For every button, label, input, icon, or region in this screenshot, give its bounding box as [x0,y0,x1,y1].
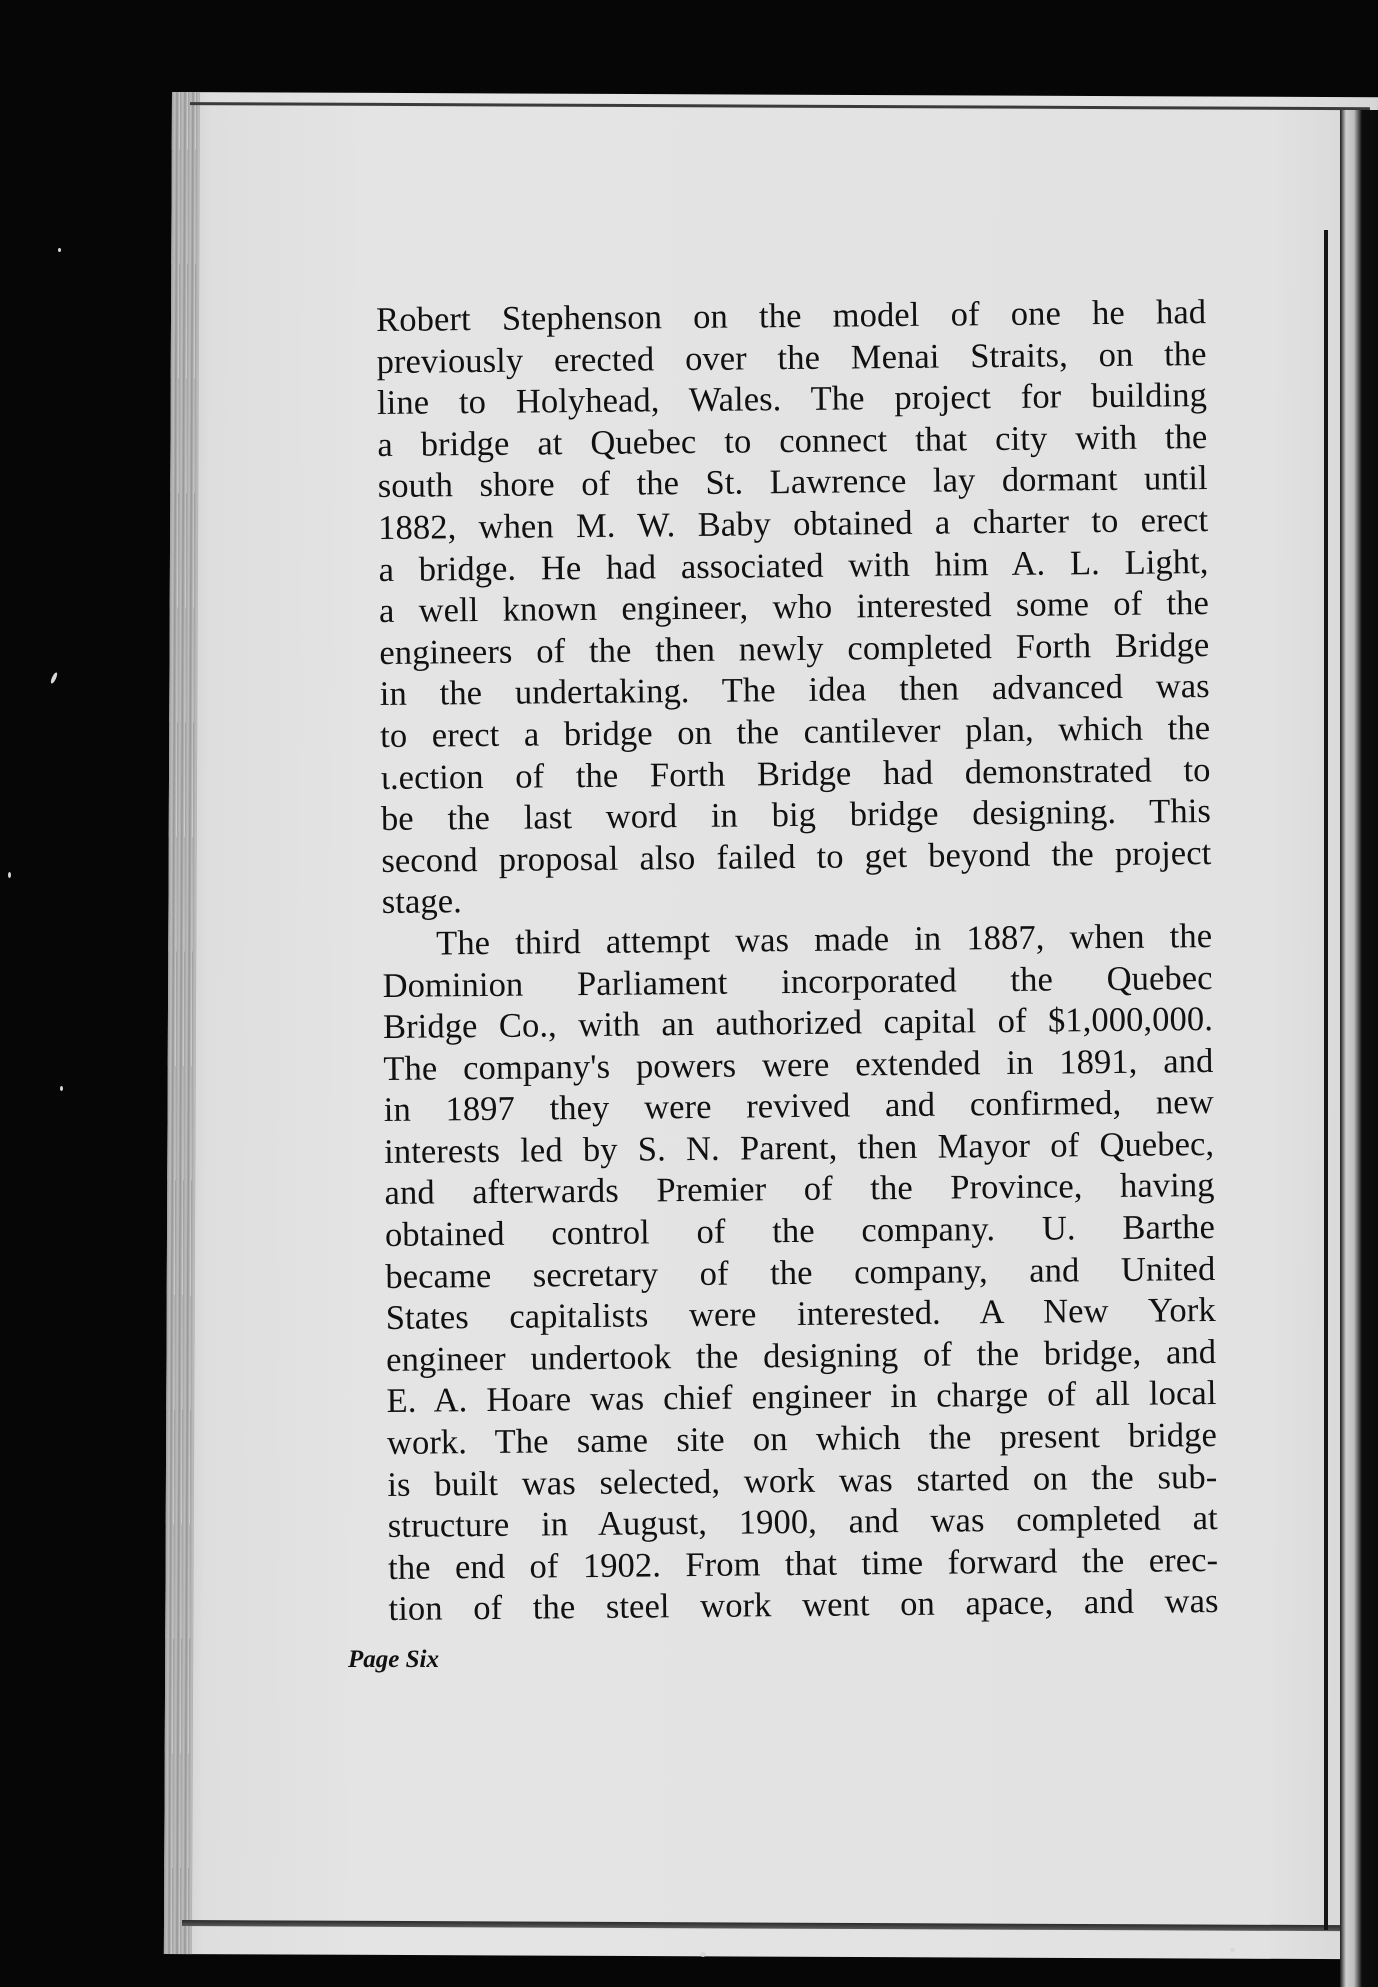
right-border-line [1324,230,1328,1930]
text-line: The company's powers were extended in 1891, and [383,1041,1214,1088]
paragraph-1 [376,292,1212,924]
text-line: stage. [381,882,463,922]
text-line: south shore of the St. Lawrence lay dormant until [377,459,1208,506]
text-line: Robert Stephenson on the model of one he had [376,293,1207,339]
text-line: States capitalists were interested. A New York [385,1291,1216,1338]
text-line: The third attempt was made in 1887, when the [435,916,1213,963]
text-line: previously erected over the Menai Straits, on the [376,334,1207,381]
text-line: is built was selected, work was started on the sub- [387,1457,1218,1504]
text-line: a bridge at Quebec to connect that city with the [377,417,1208,464]
text-line: interests led by S. N. Parent, then Mayor of Quebec, [383,1124,1215,1171]
text-line: in 1897 they were revived and confirmed, new [383,1083,1214,1130]
text-line: Bridge Co., with an authorized capital of $1,000,000. [382,1000,1214,1047]
dust-speck [1230,1948,1235,1952]
text-line: line to Holyhead, Wales. The project for building [376,376,1208,423]
dust-speck [60,1086,63,1091]
binding-edge [164,92,200,1954]
text-line: to erect a bridge on the cantilever plan, which the [380,708,1211,755]
dust-speck [8,872,11,878]
bottom-border-rule [182,1920,1362,1931]
text-line: be the last word in big bridge designing. This [380,792,1212,839]
text-line: a bridge. He had associated with him A. L. Light, [378,542,1209,589]
text-line: engineer undertook the designing of the bridge, and [385,1332,1217,1379]
paragraph-2 [382,916,1219,1631]
text-line: the end of 1902. From that time forward the erec- [387,1540,1219,1587]
text-line: second proposal also failed to get beyond the project [381,833,1212,880]
body-text [376,292,1219,1631]
dust-speck [700,1952,706,1957]
top-border-rule [190,102,1370,110]
text-line: and afterwards Premier of the Province, having [384,1166,1215,1213]
text-line: tion of the steel work went on apace, and was [388,1582,1219,1629]
text-line: Dominion Parliament incorporated the Quebec [382,958,1213,1005]
text-line: became secretary of the company, and United [385,1249,1216,1296]
text-line: a well known engineer, who interested some of the [378,584,1210,631]
text-line: ι.ection of the Forth Bridge had demonstrated to [380,750,1211,797]
text-line: obtained control of the company. U. Barthe [384,1208,1216,1255]
text-line: E. A. Hoare was chief engineer in charge of all local [386,1374,1217,1421]
right-binding-fold [1340,110,1378,1987]
page-number-label: Page Six [348,1646,439,1673]
text-line: 1882, when M. W. Baby obtained a charter to erect [378,500,1209,547]
text-line: structure in August, 1900, and was completed at [387,1499,1218,1546]
dust-speck [58,248,61,252]
text-line: engineers of the then newly completed Forth Bridge [379,625,1210,672]
text-line: in the undertaking. The idea then advanced was [379,667,1210,714]
dust-speck [50,672,59,685]
text-line: work. The same site on which the present bridge [386,1416,1218,1462]
